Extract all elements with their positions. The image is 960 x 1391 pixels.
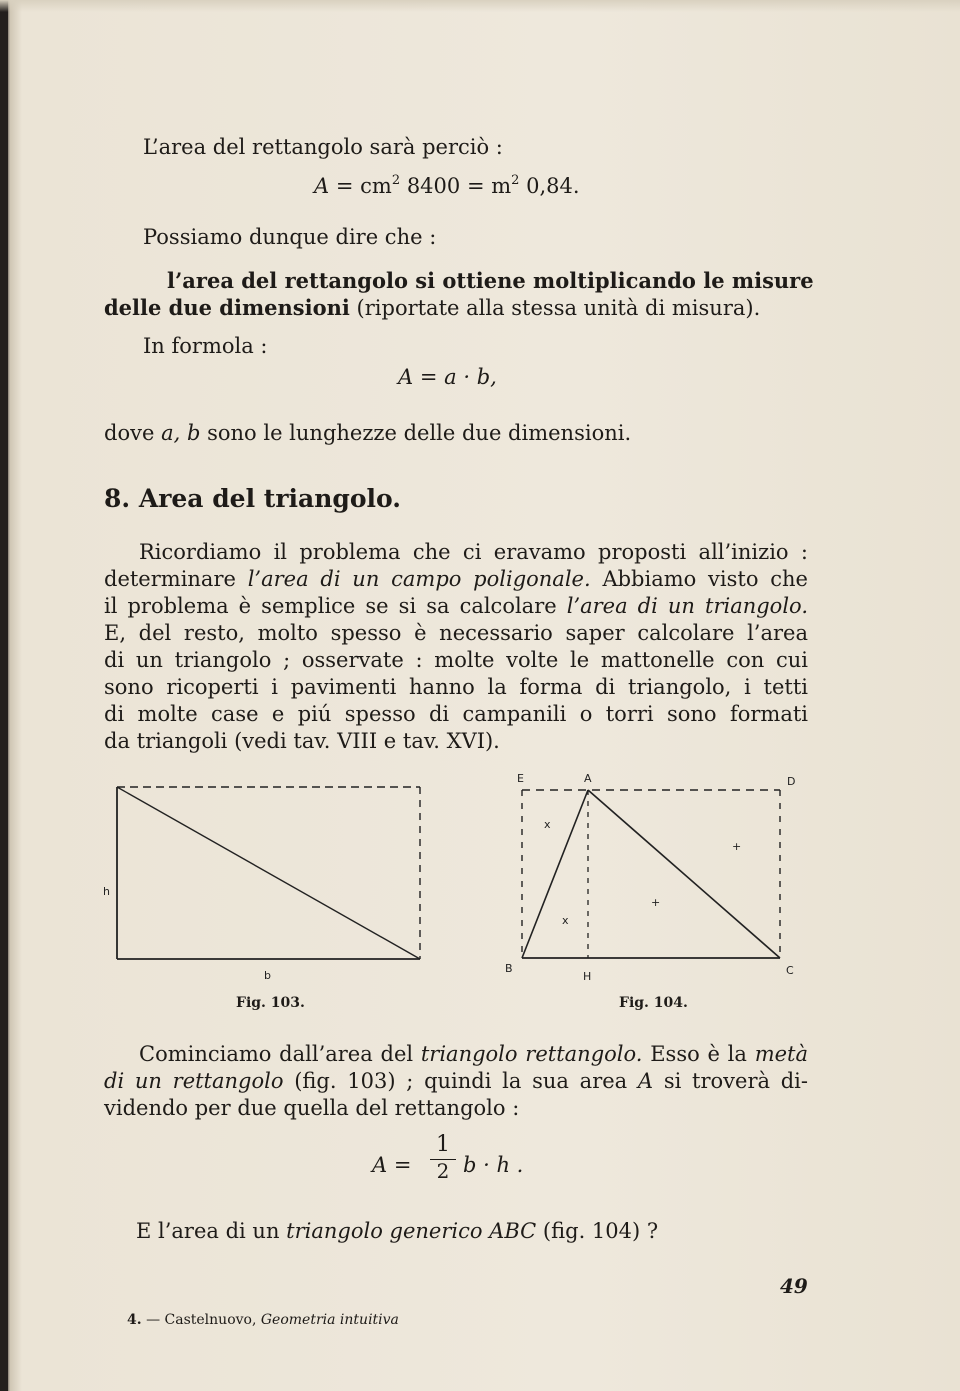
eq3-denominator: 2 xyxy=(436,1159,450,1183)
section-heading xyxy=(104,484,401,513)
para1-line-1: Ricordiamo il problema che ci eravamo proposti all’inizio : xyxy=(139,540,808,564)
page-number: 49 xyxy=(780,1274,808,1298)
para1-line-5: di un triangolo ; osservate : molte volte le mattonelle con cui xyxy=(104,648,808,672)
rule-line-1: l’area del rettangolo si ottiene moltiplicando le misure xyxy=(167,268,814,293)
para1-line-3-italic: l’area di un triangolo. xyxy=(566,594,808,618)
para2-line-2 xyxy=(104,1068,808,1095)
fig103-label-h: h xyxy=(103,885,110,898)
para2-line-2-b: (fig. 103) ; quindi la sua area xyxy=(294,1069,628,1093)
para2-line-1-italic: triangolo rettangolo. xyxy=(420,1042,643,1066)
para2-line-1-a: Cominciamo dall’area del xyxy=(139,1042,414,1066)
fig104-label-D: D xyxy=(787,775,796,788)
eq2-lhs: A xyxy=(398,365,414,389)
paragraph-triangle-intro xyxy=(104,539,808,755)
dove-rest: sono le lunghezze delle due dimensioni. xyxy=(207,421,632,445)
footer-author: Castelnuovo, xyxy=(164,1312,257,1328)
para1-line-3 xyxy=(104,593,808,620)
possiamo-line: Possiamo dunque dire che : xyxy=(143,225,437,249)
dove-prefix: dove xyxy=(104,421,155,445)
fig104-side-AB xyxy=(522,790,588,958)
dove-line xyxy=(104,420,631,447)
para2-line-2-italic: di un rettangolo xyxy=(104,1069,284,1093)
fig104-label-A: A xyxy=(584,772,592,785)
fig104-label-E: E xyxy=(517,772,524,785)
fig104-mark-plus-2: + xyxy=(732,840,742,853)
eq3-lhs: A xyxy=(372,1153,388,1177)
formula-intro: In formola : xyxy=(143,334,268,358)
rule-line-2-rest: (riportate alla stessa unità di misura). xyxy=(356,296,761,320)
question-a: E l’area di un xyxy=(136,1219,280,1243)
rule-line-2 xyxy=(104,294,760,322)
binding-edge xyxy=(0,0,8,1391)
fig103-label-b: b xyxy=(264,969,271,982)
fig104-caption: Fig. 104. xyxy=(619,995,688,1011)
para2-line-2-A: A xyxy=(637,1069,654,1093)
para1-line-2-italic: l’area di un campo poligonale. xyxy=(247,567,591,591)
fig104-mark-plus-1: + xyxy=(651,896,661,909)
footer-num: 4. xyxy=(127,1312,142,1328)
fig104-label-C: C xyxy=(786,964,794,977)
para1-line-3-a: il problema è semplice se si sa calcolare xyxy=(104,594,557,618)
fig104-label-H: H xyxy=(583,970,592,983)
para2-line-1 xyxy=(104,1041,808,1068)
section-number: 8. xyxy=(104,484,131,513)
figure-103 xyxy=(96,776,436,990)
footer-signature xyxy=(127,1312,399,1328)
rule-line-2-bold: delle due dimensioni xyxy=(104,295,350,320)
eq2-rhs: a · b, xyxy=(444,365,497,389)
eq-value-cm: 8400 xyxy=(406,174,461,198)
eq3-sign: = xyxy=(393,1153,412,1177)
para2-line-2-c: si troverà di- xyxy=(663,1069,808,1093)
equation-a-times-b xyxy=(398,365,497,389)
equation-area-value xyxy=(314,173,580,198)
eq3-rhs: b · h . xyxy=(463,1153,524,1177)
eq2-sign: = xyxy=(419,365,438,389)
eq3-fraction xyxy=(430,1132,456,1182)
fig103-caption: Fig. 103. xyxy=(236,995,305,1011)
para1-line-4: E, del resto, molto spesso è necessario saper calcolare l’area xyxy=(104,621,808,645)
footer-title: Geometria intuitiva xyxy=(260,1312,399,1328)
fig104-mark-x-mid: x xyxy=(562,914,569,927)
eq-sign: = xyxy=(335,174,354,198)
figure-104 xyxy=(500,768,810,990)
para1-line-2-b: Abbiamo visto che xyxy=(602,567,808,591)
eq-sign-2: = xyxy=(466,174,485,198)
eq-lhs: A xyxy=(314,174,330,198)
para2-line-3: videndo per due quella del rettangolo : xyxy=(104,1096,520,1120)
eq-unit-m: m xyxy=(491,174,512,198)
eq-sup-cm: 2 xyxy=(391,173,401,188)
eq-unit-cm: cm xyxy=(360,174,392,198)
page-top-shadow xyxy=(0,0,960,12)
eq-sup-m: 2 xyxy=(511,173,520,188)
equation-half-bh-lhs xyxy=(372,1153,411,1177)
equation-half-bh-rhs xyxy=(463,1153,523,1177)
question-b: (fig. 104) ? xyxy=(542,1219,659,1243)
para2-line-1-b: Esso è la xyxy=(650,1042,747,1066)
para1-line-2-a: determinare xyxy=(104,567,236,591)
question-line xyxy=(136,1218,658,1245)
eq-value-m: 0,84. xyxy=(526,174,580,198)
eq3-numerator: 1 xyxy=(436,1132,450,1157)
para1-line-6: sono ricoperti i pavimenti hanno la forma di triangolo, i tetti xyxy=(104,675,808,699)
dove-vars: a, b xyxy=(161,421,201,445)
para2-line-1-italic-2: metà xyxy=(754,1042,808,1066)
question-italic: triangolo generico ABC xyxy=(286,1219,537,1243)
para1-line-7: di molte case e piú spesso di campanili o torri sono formati xyxy=(104,702,808,726)
fig104-label-B: B xyxy=(505,962,513,975)
para1-line-8: da triangoli (vedi tav. VIII e tav. XVI). xyxy=(104,729,500,753)
section-title: Area del triangolo. xyxy=(138,484,401,513)
para1-line-2 xyxy=(104,566,808,593)
intro-line: L’area del rettangolo sarà perciò : xyxy=(143,135,503,159)
fig104-side-AC xyxy=(588,790,780,958)
fig103-diagonal xyxy=(117,787,420,959)
paragraph-right-triangle xyxy=(104,1041,808,1122)
fig104-mark-x-left: x xyxy=(544,818,551,831)
footer-dash: — xyxy=(146,1312,161,1328)
